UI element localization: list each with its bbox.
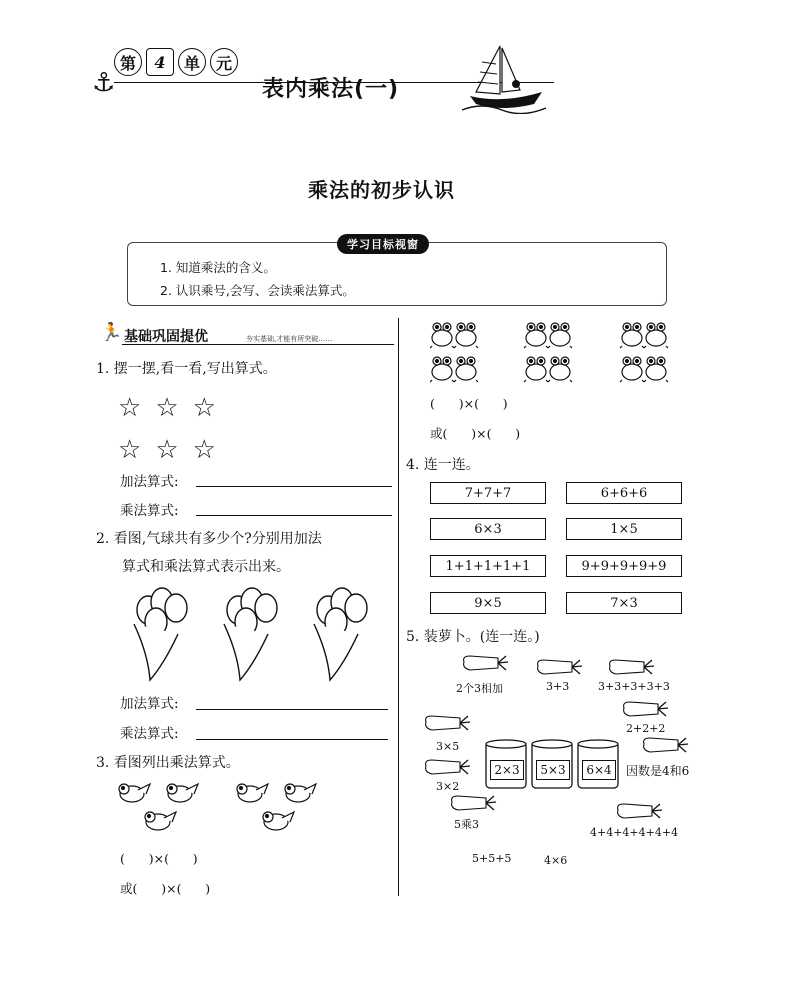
carrot-icon [618, 804, 662, 818]
unit-number: 4 [146, 48, 174, 76]
q2-add-label: 加法算式: [120, 696, 179, 712]
basket-label-3[interactable]: 6×4 [582, 760, 616, 780]
goal-item-2: 2. 认识乘号,会写、会读乘法算式。 [160, 283, 355, 298]
carrot-label-1[interactable]: 2个3相加 [456, 682, 503, 695]
anchor-icon: ⚓ [92, 68, 116, 98]
star-icon: ☆ [155, 393, 193, 423]
basket-label-1[interactable]: 2×3 [490, 760, 524, 780]
q4-right-2[interactable]: 1×5 [566, 518, 682, 540]
q1-add-label: 加法算式: [120, 474, 179, 490]
carrot-label-7[interactable]: 5乘3 [454, 818, 479, 831]
star-icon: ☆ [192, 435, 230, 465]
q4-left-2[interactable]: 6×3 [430, 518, 546, 540]
unit-char-4: 元 [210, 48, 238, 76]
q1-prompt: 1. 摆一摆,看一看,写出算式。 [96, 361, 277, 377]
q2-mul-answer-line[interactable] [196, 739, 388, 740]
q3b-blank-2[interactable]: 或( )×( ) [430, 426, 521, 441]
q2-prompt-line2: 算式和乘法算式表示出来。 [122, 559, 290, 575]
q2-add-answer-line[interactable] [196, 709, 388, 710]
runner-icon: 🏃 [100, 322, 123, 343]
column-divider [398, 318, 399, 896]
birds-illustration [118, 778, 338, 840]
balloons-illustration [128, 584, 378, 684]
carrot-icon [644, 738, 688, 752]
carrot-label-8[interactable]: 5+5+5 [472, 852, 512, 865]
q3-blank-2[interactable]: 或( )×( ) [120, 881, 211, 896]
carrot-icon [452, 796, 496, 810]
q2-mul-label: 乘法算式: [120, 726, 179, 742]
q1-mul-answer-line[interactable] [196, 515, 392, 516]
star-icon: ☆ [192, 393, 230, 423]
stars-group [118, 390, 230, 468]
section-subtitle: 夯实基础,才能有所突破…… [246, 335, 333, 343]
carrot-icon [610, 660, 654, 674]
carrot-label-10[interactable]: 4+4+4+4+4+4 [590, 826, 679, 839]
q4-left-1[interactable]: 7+7+7 [430, 482, 546, 504]
q1-add-answer-line[interactable] [196, 486, 392, 487]
frogs-illustration [430, 316, 692, 386]
q4-right-1[interactable]: 6+6+6 [566, 482, 682, 504]
star-icon: ☆ [118, 435, 156, 465]
q3-blank-1[interactable]: ( )×( ) [120, 851, 198, 866]
sailboat-illustration [462, 42, 546, 114]
section-tag: 基础巩固提优 [124, 329, 208, 345]
carrot-label-3[interactable]: 3+3+3+3+3 [598, 680, 670, 693]
learning-goals-tag: 学习目标视窗 [337, 234, 429, 254]
carrot-label-4[interactable]: 2+2+2 [626, 722, 666, 735]
carrot-icon [464, 656, 508, 670]
goal-item-1: 1. 知道乘法的含义。 [160, 260, 276, 275]
q4-right-3[interactable]: 9+9+9+9+9 [566, 555, 682, 577]
section-rule [122, 344, 394, 345]
carrot-label-2[interactable]: 3+3 [546, 680, 570, 693]
unit-char-3: 单 [178, 48, 206, 76]
lesson-title: 乘法的初步认识 [308, 178, 455, 202]
carrot-icon [624, 702, 668, 716]
q3b-blank-1[interactable]: ( )×( ) [430, 396, 508, 411]
q4-prompt: 4. 连一连。 [406, 457, 480, 473]
carrots-and-baskets [420, 652, 710, 822]
q4-left-4[interactable]: 9×5 [430, 592, 546, 614]
star-icon: ☆ [155, 435, 193, 465]
section-header [100, 322, 396, 346]
carrot-label-9[interactable]: 4×6 [544, 854, 568, 867]
basket-label-2[interactable]: 5×3 [536, 760, 570, 780]
unit-char-1: 第 [114, 48, 142, 76]
carrot-label-5[interactable]: 3×5 [436, 740, 460, 753]
unit-title: 表内乘法(一) [262, 77, 400, 102]
q5-prompt: 5. 装萝卜。(连一连。) [406, 629, 540, 645]
carrot-label-6[interactable]: 3×2 [436, 780, 460, 793]
carrot-icon [538, 660, 582, 674]
q4-left-3[interactable]: 1+1+1+1+1 [430, 555, 546, 577]
star-icon: ☆ [118, 393, 156, 423]
q2-prompt-line1: 2. 看图,气球共有多少个?分别用加法 [96, 531, 322, 547]
extra-carrot-label[interactable]: 因数是4和6 [626, 764, 690, 778]
carrot-icon [426, 716, 470, 730]
q4-right-4[interactable]: 7×3 [566, 592, 682, 614]
q1-mul-label: 乘法算式: [120, 503, 179, 519]
carrot-icon [426, 760, 470, 774]
q3-prompt: 3. 看图列出乘法算式。 [96, 755, 240, 771]
